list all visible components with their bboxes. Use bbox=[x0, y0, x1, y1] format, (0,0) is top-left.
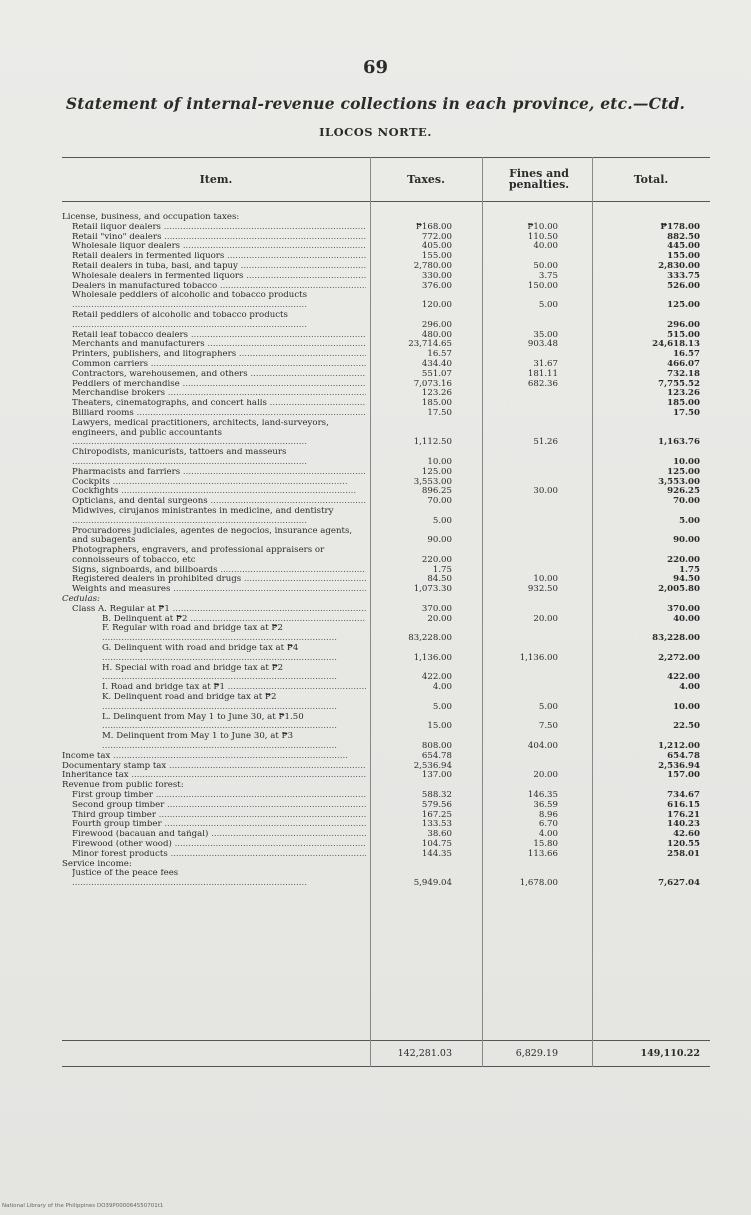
row-total: 3,553.00 bbox=[658, 476, 700, 487]
table-row bbox=[62, 791, 710, 801]
table-row bbox=[62, 683, 710, 693]
row-taxes: 5.00 bbox=[432, 515, 452, 526]
row-item: Documentary stamp tax ..... bbox=[62, 762, 366, 772]
collections-table bbox=[62, 157, 710, 1067]
row-taxes: 588.32 bbox=[421, 790, 452, 801]
table-row bbox=[62, 762, 710, 772]
row-item: Printers, publishers, and litographers ..... bbox=[72, 350, 366, 360]
row-taxes: 370.00 bbox=[421, 603, 452, 614]
row-item: Weights and measures ..... bbox=[72, 585, 366, 595]
row-total: 220.00 bbox=[667, 554, 700, 565]
row-total: 2,005.80 bbox=[658, 584, 700, 595]
row-item: Cockfights ..... bbox=[72, 487, 366, 497]
row-total: 157.00 bbox=[667, 770, 700, 781]
table-row bbox=[62, 262, 710, 272]
row-item: Cockpits ..... bbox=[72, 478, 366, 488]
row-total: 10.00 bbox=[673, 456, 700, 467]
table-row bbox=[62, 272, 710, 282]
row-taxes: 1,073.30 bbox=[413, 584, 452, 595]
row-taxes: 104.75 bbox=[421, 839, 452, 849]
row-total: 17.50 bbox=[673, 407, 700, 418]
row-total: 7,755.52 bbox=[658, 378, 700, 389]
row-taxes: 376.00 bbox=[421, 280, 452, 291]
row-taxes: 1,112.50 bbox=[413, 437, 452, 448]
row-taxes: 20.00 bbox=[427, 613, 452, 624]
row-item: Class A. Regular at ₱1 ..... bbox=[72, 605, 366, 615]
table-row bbox=[62, 595, 710, 605]
row-fines: 110.50 bbox=[527, 231, 558, 242]
row-total: 258.01 bbox=[667, 848, 700, 859]
row-item: Third group timber ..... bbox=[72, 811, 366, 821]
row-total: 24,618.13 bbox=[652, 339, 700, 350]
row-total: 7,627.04 bbox=[658, 878, 700, 889]
row-item: L. Delinquent from May 1 to June 30, at ₱1.50 ..... bbox=[102, 713, 366, 733]
row-taxes: 5,949.04 bbox=[413, 878, 452, 889]
row-taxes: 1.75 bbox=[432, 564, 452, 575]
row-taxes: 17.50 bbox=[427, 407, 452, 418]
row-taxes: 330.00 bbox=[421, 270, 452, 281]
row-item: Justice of the peace fees ..... bbox=[72, 869, 366, 889]
document-title: Statement of internal-revenue collections in each province, etc.—Ctd. bbox=[65, 94, 686, 113]
table-row bbox=[62, 830, 710, 840]
row-taxes: 772.00 bbox=[421, 231, 452, 242]
table-row bbox=[62, 693, 710, 713]
table-row bbox=[62, 713, 710, 733]
table-row bbox=[62, 732, 710, 752]
table-row bbox=[62, 869, 710, 889]
row-taxes: 2,536.94 bbox=[413, 760, 452, 771]
row-total: 125.00 bbox=[667, 466, 700, 477]
row-total: 2,272.00 bbox=[658, 652, 700, 663]
row-total: 333.75 bbox=[667, 270, 700, 281]
row-total: 616.15 bbox=[667, 799, 700, 810]
row-taxes: 84.50 bbox=[427, 574, 452, 585]
table-row bbox=[62, 311, 710, 331]
row-total: 2,536.94 bbox=[658, 760, 700, 771]
table-row bbox=[62, 370, 710, 380]
row-item: Income tax ..... bbox=[62, 752, 366, 762]
table-row bbox=[62, 585, 710, 595]
row-taxes: 120.00 bbox=[421, 300, 452, 311]
row-item: First group timber ..... bbox=[72, 791, 366, 801]
row-fines: 404.00 bbox=[527, 741, 558, 752]
table-row bbox=[62, 350, 710, 360]
table-row bbox=[62, 448, 710, 468]
row-fines: 20.00 bbox=[533, 770, 558, 781]
row-taxes: 83,228.00 bbox=[408, 633, 452, 644]
row-fines: 181.11 bbox=[527, 368, 558, 379]
row-taxes: 10.00 bbox=[427, 456, 452, 467]
table-row bbox=[62, 340, 710, 350]
table-row bbox=[62, 575, 710, 585]
total-taxes: 142,281.03 bbox=[397, 1048, 452, 1059]
row-taxes: 23,714.65 bbox=[408, 339, 452, 350]
header-fines: Fines and penalties. bbox=[508, 167, 570, 191]
row-taxes: 480.00 bbox=[421, 329, 452, 340]
table-row bbox=[62, 546, 710, 566]
row-total: 42.60 bbox=[673, 829, 700, 840]
row-total: 185.00 bbox=[667, 398, 700, 409]
row-item: Billiard rooms ..... bbox=[72, 409, 366, 419]
row-item: Procuradores judiciales, agentes de negocios, insurance agents, and subagents ..... bbox=[72, 527, 366, 547]
row-item: G. Delinquent with road and bridge tax at ₱4 ..... bbox=[102, 644, 366, 664]
row-total: ₱178.00 bbox=[660, 221, 700, 232]
row-fines: 6.70 bbox=[538, 819, 558, 830]
table-row bbox=[62, 331, 710, 341]
row-taxes: 123.26 bbox=[421, 388, 452, 399]
row-item: Merchandise brokers ..... bbox=[72, 389, 366, 399]
row-taxes: 808.00 bbox=[421, 741, 452, 752]
row-total: 515.00 bbox=[667, 329, 700, 340]
table-row bbox=[62, 380, 710, 390]
row-taxes: 1,136.00 bbox=[413, 652, 452, 663]
row-taxes: 70.00 bbox=[427, 496, 452, 507]
row-fines: 4.00 bbox=[538, 829, 558, 840]
row-item: Firewood (bacauan and tañgal) ..... bbox=[72, 830, 366, 840]
row-taxes: 4.00 bbox=[432, 682, 452, 693]
grand-total: 149,110.22 bbox=[640, 1048, 700, 1059]
table-row bbox=[62, 507, 710, 527]
row-item: Signs, signboards, and billboards ..... bbox=[72, 566, 366, 576]
row-item: Retail dealers in fermented liquors ..... bbox=[72, 252, 366, 262]
total-rule bbox=[62, 1040, 710, 1041]
row-item: Midwives, cirujanos ministrantes in medicine, and dentistry ..... bbox=[72, 507, 366, 527]
row-item: Cedulas: bbox=[62, 595, 100, 605]
row-total: 926.25 bbox=[667, 486, 700, 497]
page-number: 69 bbox=[362, 57, 389, 78]
row-total: 1.75 bbox=[679, 564, 700, 575]
row-taxes: 296.00 bbox=[421, 319, 452, 330]
table-row bbox=[62, 213, 710, 223]
row-total: 22.50 bbox=[673, 721, 700, 732]
row-total: 125.00 bbox=[667, 300, 700, 311]
row-total: 155.00 bbox=[667, 251, 700, 262]
header-rule bbox=[62, 201, 710, 202]
row-item: Theaters, cinematographs, and concert halls ..... bbox=[72, 399, 366, 409]
row-fines: 20.00 bbox=[533, 613, 558, 624]
row-fines: 7.50 bbox=[538, 721, 558, 732]
table-row bbox=[62, 781, 710, 791]
table-row bbox=[62, 242, 710, 252]
row-taxes: 405.00 bbox=[421, 241, 452, 252]
row-total: 123.26 bbox=[667, 388, 700, 399]
row-item: Retail leaf tobacco dealers ..... bbox=[72, 331, 366, 341]
row-total: 466.07 bbox=[667, 358, 700, 369]
table-row bbox=[62, 282, 710, 292]
table-row bbox=[62, 409, 710, 419]
row-fines: 36.59 bbox=[533, 799, 558, 810]
row-fines: 10.00 bbox=[533, 574, 558, 585]
row-total: 4.00 bbox=[679, 682, 700, 693]
row-total: 94.50 bbox=[673, 574, 700, 585]
table-row bbox=[62, 291, 710, 311]
row-fines: ₱10.00 bbox=[527, 221, 558, 232]
row-total: 120.55 bbox=[667, 839, 700, 849]
total-collections-row bbox=[62, 1047, 710, 1061]
row-total: 882.50 bbox=[667, 231, 700, 242]
table-row bbox=[62, 360, 710, 370]
table-row bbox=[62, 389, 710, 399]
row-fines: 682.36 bbox=[527, 378, 558, 389]
table-bottom-rule bbox=[62, 1066, 710, 1067]
row-item: Lawyers, medical practitioners, architects, land-surveyors, engineers, and public accountants ..... bbox=[72, 419, 366, 448]
row-taxes: 16.57 bbox=[427, 349, 452, 360]
row-item: Wholesale peddlers of alcoholic and tobacco products ..... bbox=[72, 291, 366, 311]
row-total: 83,228.00 bbox=[652, 633, 700, 644]
row-total: 654.78 bbox=[667, 750, 700, 761]
row-fines: 5.00 bbox=[538, 300, 558, 311]
row-fines: 1,678.00 bbox=[519, 878, 558, 889]
row-total: 40.00 bbox=[673, 613, 700, 624]
table-row bbox=[62, 478, 710, 488]
province-subtitle: ILOCOS NORTE. bbox=[319, 125, 432, 139]
table-row bbox=[62, 487, 710, 497]
row-item: M. Delinquent from May 1 to June 30, at ₱3 ..... bbox=[102, 732, 366, 752]
row-taxes: 155.00 bbox=[421, 251, 452, 262]
row-fines: 932.50 bbox=[527, 584, 558, 595]
table-row bbox=[62, 605, 710, 615]
row-taxes: 137.00 bbox=[421, 770, 452, 781]
row-taxes: 3,553.00 bbox=[413, 476, 452, 487]
table-row bbox=[62, 664, 710, 684]
row-fines: 40.00 bbox=[533, 241, 558, 252]
row-item: Merchants and manufacturers ..... bbox=[72, 340, 366, 350]
row-taxes: 125.00 bbox=[421, 466, 452, 477]
row-fines: 903.48 bbox=[527, 339, 558, 350]
table-row bbox=[62, 820, 710, 830]
table-row bbox=[62, 419, 710, 448]
row-fines: 31.67 bbox=[533, 358, 558, 369]
row-fines: 150.00 bbox=[527, 280, 558, 291]
row-fines: 50.00 bbox=[533, 260, 558, 271]
row-item: Pharmacists and farriers ..... bbox=[72, 468, 366, 478]
row-total: 140.23 bbox=[667, 819, 700, 830]
row-taxes: 38.60 bbox=[427, 829, 452, 840]
row-item: B. Delinquent at ₱2 ..... bbox=[102, 615, 366, 625]
row-taxes: 167.25 bbox=[421, 809, 452, 820]
row-item: Retail "vino" dealers ..... bbox=[72, 233, 366, 243]
row-fines: 3.75 bbox=[538, 270, 558, 281]
table-row bbox=[62, 624, 710, 644]
row-taxes: ₱168.00 bbox=[415, 221, 452, 232]
row-total: 526.00 bbox=[667, 280, 700, 291]
row-item: Photographers, engravers, and professional appraisers or connoisseurs of tobacco, etc ..... bbox=[72, 546, 366, 566]
row-item: Fourth group timber ..... bbox=[72, 820, 366, 830]
table-body bbox=[62, 213, 710, 889]
row-fines: 35.00 bbox=[533, 329, 558, 340]
table-row bbox=[62, 233, 710, 243]
row-item: Chiropodists, manicurists, tattoers and masseurs ..... bbox=[72, 448, 366, 468]
row-taxes: 579.56 bbox=[421, 799, 452, 810]
row-item: Registered dealers in prohibited drugs ..... bbox=[72, 575, 366, 585]
row-total: 5.00 bbox=[679, 515, 700, 526]
row-item: Wholesale liquor dealers ..... bbox=[72, 242, 366, 252]
row-taxes: 90.00 bbox=[427, 535, 452, 546]
row-total: 90.00 bbox=[673, 535, 700, 546]
row-item: Service income: bbox=[62, 859, 132, 869]
row-fines: 8.96 bbox=[538, 809, 558, 820]
row-item: Common carriers ..... bbox=[72, 360, 366, 370]
header-taxes: Taxes. bbox=[407, 172, 445, 186]
table-row bbox=[62, 527, 710, 547]
row-item: Retail peddlers of alcoholic and tobacco products ..... bbox=[72, 311, 366, 331]
table-row bbox=[62, 252, 710, 262]
row-fines: 5.00 bbox=[538, 701, 558, 712]
row-item: Minor forest products ..... bbox=[72, 850, 366, 860]
row-item: K. Delinquent road and bridge tax at ₱2 ..... bbox=[102, 693, 366, 713]
row-total: 10.00 bbox=[673, 701, 700, 712]
table-row bbox=[62, 860, 710, 870]
row-taxes: 7,073.16 bbox=[413, 378, 452, 389]
row-taxes: 654.78 bbox=[421, 750, 452, 761]
row-item: I. Road and bridge tax at ₱1 ..... bbox=[102, 683, 366, 693]
table-row bbox=[62, 840, 710, 850]
row-item: Retail dealers in tuba, basi, and tapuy ..... bbox=[72, 262, 366, 272]
row-item: F. Regular with road and bridge tax at ₱2 ..... bbox=[102, 624, 366, 644]
row-taxes: 434.40 bbox=[421, 358, 452, 369]
total-fines: 6,829.19 bbox=[515, 1048, 558, 1059]
header-item: Item. bbox=[199, 172, 233, 186]
row-total: 370.00 bbox=[667, 603, 700, 614]
row-fines: 51.26 bbox=[533, 437, 558, 448]
row-total: 1,212.00 bbox=[658, 741, 700, 752]
table-row bbox=[62, 850, 710, 860]
row-item: Firewood (other wood) ..... bbox=[72, 840, 366, 850]
header-total: Total. bbox=[633, 172, 669, 186]
row-taxes: 551.07 bbox=[421, 368, 452, 379]
row-total: 1,163.76 bbox=[658, 437, 700, 448]
library-footer: National Library of the Philippines DO39P000064550701t1 bbox=[2, 1203, 164, 1209]
row-item: Peddlers of merchandise ..... bbox=[72, 380, 366, 390]
row-taxes: 2,780.00 bbox=[413, 260, 452, 271]
row-total: 445.00 bbox=[667, 241, 700, 252]
row-total: 16.57 bbox=[673, 349, 700, 360]
row-taxes: 220.00 bbox=[421, 554, 452, 565]
row-fines: 146.35 bbox=[527, 790, 558, 801]
table-row bbox=[62, 399, 710, 409]
row-item: License, business, and occupation taxes: bbox=[62, 213, 240, 222]
row-taxes: 133.53 bbox=[421, 819, 452, 830]
table-row bbox=[62, 771, 710, 781]
row-item: Inheritance tax ..... bbox=[62, 771, 366, 781]
row-total: 70.00 bbox=[673, 496, 700, 507]
row-item: Second group timber ..... bbox=[72, 801, 366, 811]
row-taxes: 185.00 bbox=[421, 398, 452, 409]
table-row bbox=[62, 497, 710, 507]
row-fines: 1,136.00 bbox=[519, 652, 558, 663]
row-fines: 15.80 bbox=[533, 839, 558, 849]
table-row bbox=[62, 752, 710, 762]
table-row bbox=[62, 615, 710, 625]
table-row bbox=[62, 223, 710, 233]
row-item: Dealers in manufactured tobacco ..... bbox=[72, 282, 366, 292]
row-item: Wholesale dealers in fermented liquors ..... bbox=[72, 272, 366, 282]
row-total: 422.00 bbox=[667, 672, 700, 683]
row-fines: 30.00 bbox=[533, 486, 558, 497]
table-row bbox=[62, 811, 710, 821]
row-taxes: 5.00 bbox=[432, 701, 452, 712]
table-row bbox=[62, 566, 710, 576]
row-taxes: 15.00 bbox=[427, 721, 452, 732]
table-row bbox=[62, 468, 710, 478]
row-fines: 113.66 bbox=[527, 848, 558, 859]
table-row bbox=[62, 644, 710, 664]
row-total: 2,830.00 bbox=[658, 260, 700, 271]
row-taxes: 144.35 bbox=[421, 848, 452, 859]
row-item: Retail liquor dealers ..... bbox=[72, 223, 366, 233]
row-item: H. Special with road and bridge tax at ₱2 ..... bbox=[102, 664, 366, 684]
row-total: 734.67 bbox=[667, 790, 700, 801]
row-item: Contractors, warehousemen, and others ..... bbox=[72, 370, 366, 380]
row-item: Revenue from public forest: bbox=[62, 781, 184, 791]
row-taxes: 422.00 bbox=[421, 672, 452, 683]
row-total: 296.00 bbox=[667, 319, 700, 330]
row-taxes: 896.25 bbox=[421, 486, 452, 497]
row-total: 732.18 bbox=[667, 368, 700, 379]
row-item: Opticians, and dental surgeons ..... bbox=[72, 497, 366, 507]
row-total: 176.21 bbox=[667, 809, 700, 820]
table-row bbox=[62, 801, 710, 811]
